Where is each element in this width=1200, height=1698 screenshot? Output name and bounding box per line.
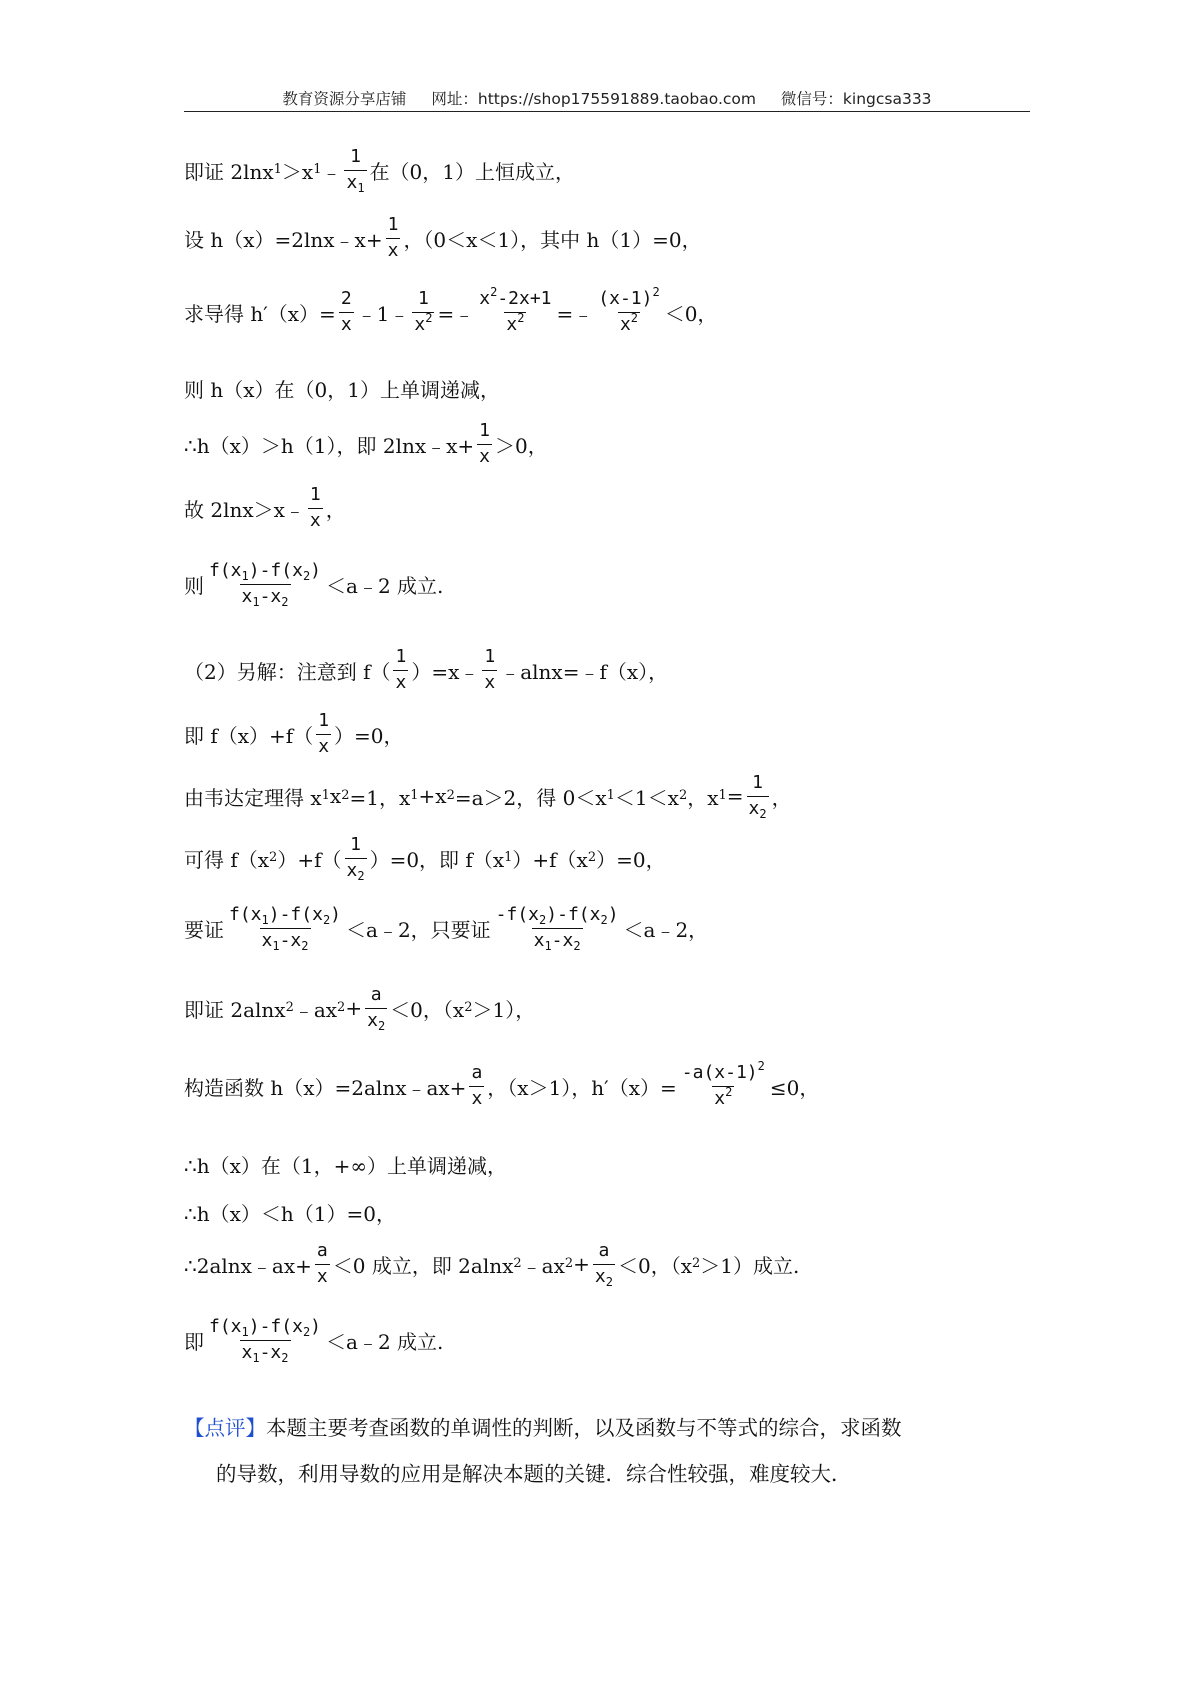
den-text: x [714,1087,726,1109]
denominator: x [471,1087,483,1109]
fraction [315,1241,330,1287]
page-header [184,87,1030,109]
num-text: f(x [209,1315,242,1337]
num-text: f(x [229,903,262,925]
fraction [316,711,331,757]
numerator: 1 [318,709,330,731]
text: ＞1）， [472,997,536,1022]
den-text: x [506,313,518,335]
fraction [207,561,323,607]
text: 在（0，1）上恒成立， [369,159,576,184]
text: ）+f（x [512,847,588,872]
line-18 [184,1316,443,1364]
subscript: 2 [605,1274,613,1289]
text: 则 h（x）在（0，1）上单调递减， [184,377,500,402]
numerator [227,905,343,928]
num-text: )-f(x [248,1315,303,1337]
text: 即 f（x）+f（ [184,723,314,748]
numerator: a [370,983,382,1005]
comment-text-1: 本题主要考查函数的单调性的判断，以及函数与不等式的综合，求函数 [266,1416,902,1440]
fraction [339,289,354,335]
text: ）=0， [596,847,666,872]
fraction [747,773,769,819]
subscript: 2 [377,1018,386,1033]
superscript: 2 [652,284,660,299]
text: ＜a﹣2 成立. [326,573,444,598]
line-12 [184,904,708,952]
denominator [365,1008,387,1032]
text: ）=0，即 f（x [369,847,505,872]
line-3 [184,284,718,336]
denominator: x [484,671,496,693]
text: ﹣alnx=﹣f（x）， [500,659,669,684]
denominator [747,796,769,820]
text: = [726,784,744,808]
comment-tag: 【点评】 [184,1416,266,1440]
line-10: 由韦达定理得 x 1 x 2 =1，x 1 +x 2 =a＞2，得 0＜x 1 ＜1＜x 2 ，x 1 = $\frac{1}{x_2}$ ， [184,771,792,821]
fraction [393,647,408,693]
superscript: 2 [630,310,639,325]
text: ∴h（x）＜h（1）=0， [184,1201,396,1226]
denominator [618,312,640,336]
subscript: 1 [241,568,249,583]
fraction [494,905,621,951]
line-1: 即证 2lnx 1 ＞x 1 ﹣ $\frac{1}{x_1}$ 在（0，1）上恒成立， [184,145,576,195]
text: =a＞2，得 0＜x [454,785,607,810]
line-14 [184,1058,820,1110]
text: ＜a﹣2，只要证 [346,917,491,942]
text: ﹣1﹣ [356,301,410,326]
text: ∴2alnx﹣ax+ [184,1253,312,1278]
denominator [712,1086,734,1110]
line-6 [184,484,346,532]
text: ＜a﹣2 成立. [326,1329,444,1354]
denominator: x [316,1265,328,1287]
fraction [365,985,387,1031]
num-text: )-f(x [546,903,601,925]
subscript: 1 [252,594,260,609]
text: ﹣ax [293,997,338,1022]
numerator: a [471,1061,483,1083]
num-text: ) [607,903,619,925]
subscript: 1 [357,180,365,195]
text: ，x [687,785,719,810]
denominator [412,312,434,336]
superscript: 2 [425,310,433,325]
num-text: )-f(x [268,903,323,925]
text: 构造函数 h（x）=2alnx﹣ax+ [184,1075,467,1100]
numerator: 1 [395,645,407,667]
fraction [596,284,661,335]
subscript: 2 [759,806,767,821]
header-site[interactable]: 网址：https://shop175591889.taobao.com [431,90,756,108]
denominator: x [395,671,407,693]
fraction [207,1317,323,1363]
text: 由韦达定理得 x [184,785,322,810]
line-7 [184,560,443,608]
fraction [345,835,367,881]
subscript: 2 [573,938,581,953]
subscript: 1 [261,912,269,927]
header-rule [184,111,1030,112]
fraction [227,905,343,951]
denominator [593,1264,615,1288]
den-text: -x [259,585,282,607]
fraction [680,1058,767,1109]
den-text: x [346,171,358,193]
num-text: x [479,287,491,309]
text: ≤0， [769,1075,820,1100]
superscript: 2 [757,1058,765,1073]
numerator [477,284,553,312]
den-text: -x [551,929,574,951]
numerator: 1 [418,287,429,309]
num-text: -2x+1 [497,287,552,309]
line-2 [184,214,702,262]
subscript: 2 [322,912,331,927]
text: +x [418,784,447,808]
den-text: x [619,313,631,335]
superscript: 2 [725,1084,733,1099]
text: 要证 [184,917,224,942]
denominator [260,928,311,952]
fraction [386,215,401,261]
denominator [240,584,291,608]
line-17: ∴2alnx﹣ax+ $\frac{a}{x}$ ＜0 成立，即 2alnx 2 ﹣ax 2 + $\frac{a}{x_2}$ ＜0，（x 2 ＞1）成立. [184,1239,800,1289]
numerator: 1 [350,833,361,855]
den-text: x [367,1009,378,1031]
comment-block [184,1405,1030,1497]
fraction [482,647,497,693]
denominator [344,170,366,194]
comment-text-2: 的导数，利用导数的应用是解决本题的关键．综合性较强，难度较大． [216,1462,852,1486]
denominator: x [387,239,399,261]
line-8 [184,646,668,694]
numerator [596,284,661,312]
text: =﹣ [556,301,594,326]
line-16 [184,1188,396,1236]
den-text: x [594,1265,606,1287]
subscript: 1 [272,938,280,953]
subscript: 1 [241,1324,249,1339]
num-text: f(x [209,559,242,581]
subscript: 1 [544,938,552,953]
text: ﹣ax [521,1253,565,1278]
text: ﹣ [321,159,342,184]
numerator: a [316,1239,328,1261]
text: + [345,996,363,1020]
text: ， [771,785,792,810]
numerator: a [598,1239,610,1261]
text: 可得 f（x [184,847,270,872]
text: 故 2lnx＞x﹣ [184,497,305,522]
text: 求导得 h′（x）= [184,301,336,326]
text: ，（x＞1），h′（x）= [487,1075,677,1100]
text: （2）另解：注意到 f（ [184,659,391,684]
text: ）+f（ [277,847,342,872]
text: + [573,1252,590,1276]
header-shop-name: 教育资源分享店铺 [282,90,407,108]
den-text: x [241,585,253,607]
denominator [240,1340,291,1364]
num-text: )-f(x [248,559,303,581]
text: ＜0 成立，即 2alnx [332,1253,514,1278]
line-15 [184,1140,507,1188]
denominator: x [479,445,491,467]
numerator: 1 [484,645,496,667]
text: ∴h（x）＞h（1），即 2lnx﹣x+ [184,433,475,458]
text: ＞1）成立. [700,1253,800,1278]
text: 即证 2alnx [184,997,286,1022]
denominator: x [309,509,321,531]
text: 即 [184,1329,204,1354]
superscript: 2 [517,310,525,325]
superscript: 2 [490,284,498,299]
subscript: 2 [302,568,311,583]
subscript: 2 [281,594,289,609]
line-9 [184,710,404,758]
fraction [477,284,553,335]
text: 设 h（x）=2lnx﹣x+ [184,227,383,252]
numerator [207,561,323,584]
denominator [504,312,526,336]
den-text: -x [279,929,302,951]
fraction [593,1241,615,1287]
header-wechat: 微信号：kingcsa333 [780,90,932,108]
numerator: 1 [752,771,763,793]
subscript: 2 [301,938,309,953]
text: =1，x [349,785,411,810]
numerator [680,1058,767,1086]
denominator [345,858,367,882]
fraction [469,1063,484,1109]
text: 则 [184,573,204,598]
text: x [329,784,342,808]
numerator: 2 [340,287,352,309]
text: =﹣ [437,301,475,326]
num-text: -a(x-1) [681,1061,758,1083]
den-text: x [346,859,358,881]
subscript: 1 [252,1350,260,1365]
numerator: 1 [350,145,361,167]
subscript: 2 [281,1350,289,1365]
text: 即证 2lnx [184,159,274,184]
text: ＞0， [495,433,548,458]
text: ＜0，（x [618,1253,693,1278]
line-4 [184,364,500,412]
den-text: x [414,313,426,335]
numerator [207,1317,323,1340]
den-text: -x [259,1341,282,1363]
numerator: 1 [387,213,399,235]
text: ＜1＜x [614,785,679,810]
text: ，（0＜x＜1），其中 h（1）=0， [403,227,702,252]
den-text: x [748,797,760,819]
den-text: x [533,929,545,951]
num-text: ) [330,903,342,925]
line-13: 即证 2alnx 2 ﹣ax 2 + $\frac{a}{x_2}$ ＜0，（x 2 ＞1）， [184,983,536,1033]
text: ∴h（x）在（1，+∞）上单调递减， [184,1153,508,1178]
fraction [308,485,323,531]
subscript: 2 [302,1324,311,1339]
text: ＜0，（x [390,997,465,1022]
text: ＞x [281,159,314,184]
subscript: 2 [539,912,547,927]
subscript: 2 [357,868,365,883]
numerator [494,905,621,928]
fraction [412,289,434,335]
den-text: x [241,1341,253,1363]
denominator [532,928,583,952]
text: ＜a﹣2， [623,917,709,942]
numerator: 1 [309,483,321,505]
text: ）=x﹣ [411,659,480,684]
line-5 [184,420,548,468]
fraction [477,421,492,467]
line-11: 可得 f（x 2 ）+f（ $\frac{1}{x_2}$ ）=0，即 f（x 1 ）+f（x 2 ）=0， [184,833,666,883]
den-text: x [261,929,273,951]
denominator: x [340,313,352,335]
text: ）=0， [334,723,404,748]
text: ＜0， [664,301,718,326]
subscript: 2 [600,912,608,927]
denominator: x [318,735,330,757]
num-text: ) [310,1315,322,1337]
num-text: ) [310,559,322,581]
numerator: 1 [479,419,491,441]
text: ， [325,497,346,522]
num-text: (x-1) [598,287,653,309]
num-text: -f(x [495,903,540,925]
fraction [344,147,366,193]
